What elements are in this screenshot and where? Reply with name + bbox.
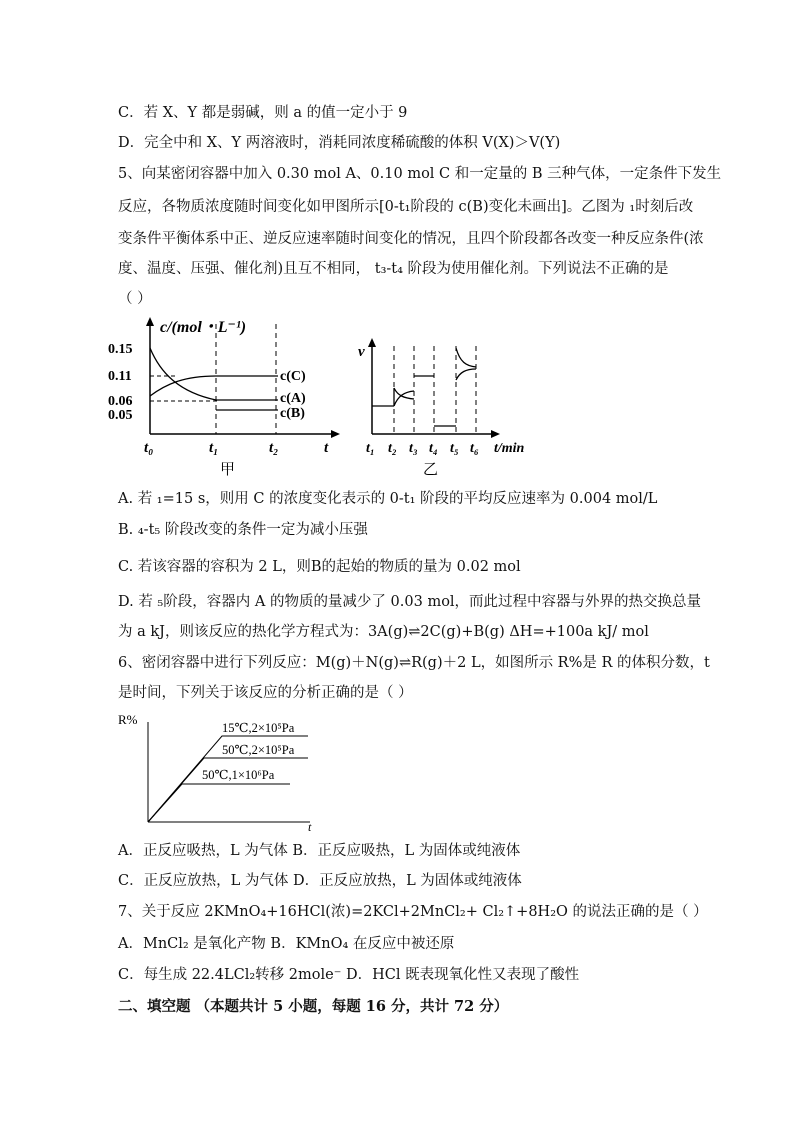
q5-answer-blank: （ ） [118,291,152,307]
q6-options-cd: C．正反应放热，L 为气体 D．正反应放热，L 为固体或纯液体 [118,873,522,889]
q4-option-d: D．完全中和 X、Y 两溶液时，消耗同浓度稀硫酸的体积 V(X)＞V(Y) [118,135,561,151]
r-label-15c: 15℃,2×10⁵Pa [222,721,295,735]
q7-options-ab: A．MnCl₂ 是氧化产物 B．KMnO₄ 在反应中被还原 [118,936,455,952]
yi-xtick-t5: t₅ [450,441,459,456]
q7-stem: 7、关于反应 2KMnO₄+16HCl(浓)=2KCl+2MnCl₂+ Cl₂↑+8H₂O 的说法正确的是（ ） [118,904,708,920]
q5-option-d-line1: D. 若 ₅阶段，容器内 A 的物质的量减少了 0.03 mol，而此过程中容器与外界的热交换总量 [118,594,702,610]
q5-option-d-line2: 为 a kJ，则该反应的热化学方程式为：3A(g)⇌2C(g)+B(g) ΔH=+100a kJ/ mol [118,624,649,640]
q4-option-c: C．若 X、Y 都是弱碱，则 a 的值一定小于 9 [118,105,408,121]
q7-options-cd: C．每生成 22.4LCl₂转移 2mole⁻ D．HCl 既表现氧化性又表现了酸性 [118,967,580,983]
r-label-50c-1e6: 50℃,1×10⁶Pa [202,768,275,782]
yi-xtick-t4: t₄ [429,441,438,456]
jia-curve-a [150,348,278,400]
q5-option-c: C. 若该容器的容积为 2 L，则B的起始的物质的量为 0.02 mol [118,559,521,575]
jia-label-cb: c(B) [280,406,305,421]
r-curve-50c-1e6 [148,784,290,822]
jia-ytick-011: 0.11 [108,369,132,384]
figure-jia [108,312,350,482]
jia-caption: 甲 [220,462,236,478]
jia-label-cc: c(C) [280,369,306,384]
jia-xtick-t: t [324,440,329,456]
yi-y-label: v [358,344,365,360]
yi-xtick-t6: t₆ [470,441,479,456]
q5-stem-line3: 变条件平衡体系中正、逆反应速率随时间变化的情况，且四个阶段都各改变一种反应条件(浓 [118,231,704,247]
jia-ytick-015: 0.15 [108,342,133,357]
q5-stem-line2: 反应，各物质浓度随时间变化如甲图所示[0-t₁阶段的 c(B)变化未画出]。乙图为 ₁时刻后改 [118,199,694,215]
yi-xtick-t3: t₃ [409,441,418,456]
jia-label-ca: c(A) [280,391,306,406]
yi-xtick-tmin: t/min [494,441,525,456]
q6-options-ab: A．正反应吸热，L 为气体 B．正反应吸热，L 为固体或纯液体 [118,843,521,859]
jia-xtick-t2: t₂ [269,440,279,456]
figure-yi [356,334,538,482]
jia-ytick-005: 0.05 [108,408,133,423]
r-x-label: t [308,820,312,834]
q5-stem-line1: 5、向某密闭容器中加入 0.30 mol A、0.10 mol C 和一定量的 B 三种气体，一定条件下发生 [118,166,722,182]
yi-xtick-t2: t₂ [388,441,397,456]
q5-option-a: A. 若 ₁=15 s，则用 C 的浓度变化表示的 0-t₁ 阶段的平均反应速率为 0.004 mol/L [118,491,658,507]
jia-xtick-t1: t₁ [209,440,219,456]
jia-xtick-t0: t₀ [144,440,154,456]
q5-option-b: B. ₄-t₅ 阶段改变的条件一定为减小压强 [118,522,368,538]
figure-r-percent [118,710,328,838]
jia-curve-c [150,376,278,396]
q6-stem-line1: 6、密闭容器中进行下列反应：M(g)＋N(g)⇌R(g)＋2 L，如图所示 R%是 R 的体积分数，t [118,655,710,671]
r-label-50c-2e5: 50℃,2×10⁵Pa [222,743,295,757]
r-y-label: R% [118,712,138,727]
q5-stem-line4: 度、温度、压强、催化剂)且互不相同， t₃-t₄ 阶段为使用催化剂。下列说法不正确的是 [118,261,669,277]
jia-y-label: c/(mol・L⁻¹) [160,319,247,336]
yi-caption: 乙 [423,462,439,478]
section-2-heading: 二、填空题 （本题共计 5 小题，每题 16 分，共计 72 分） [118,998,509,1015]
q6-stem-line2: 是时间，下列关于该反应的分析正确的是（ ） [118,685,413,701]
jia-ytick-006: 0.06 [108,394,133,409]
yi-xtick-t1: t₁ [366,441,375,456]
